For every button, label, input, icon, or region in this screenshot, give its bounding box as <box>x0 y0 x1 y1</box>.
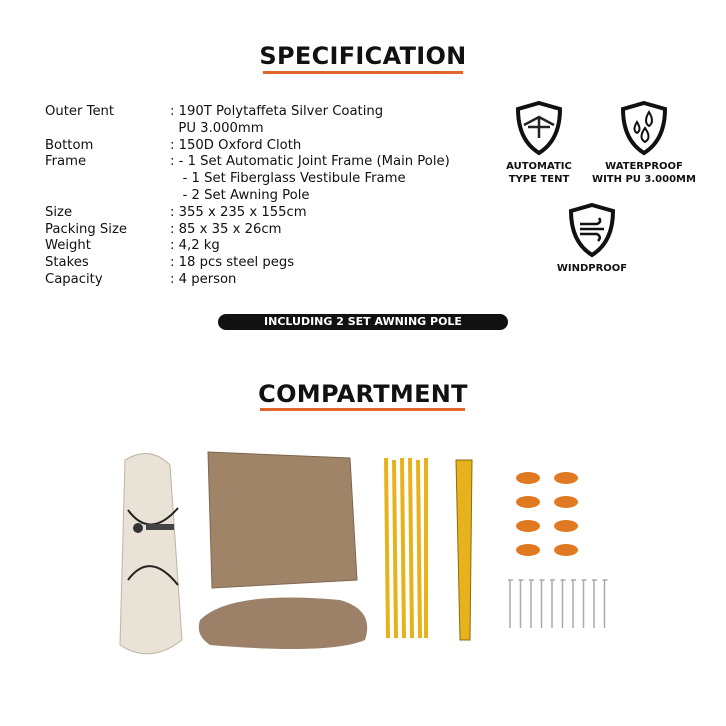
spec-label: Stakes <box>45 255 89 271</box>
feature-label: WATERPROOF <box>605 161 683 172</box>
spec-row <box>45 188 450 205</box>
spec-label <box>45 188 170 205</box>
title-underline <box>260 408 465 411</box>
rope-stake <box>516 544 540 556</box>
steel-peg <box>508 580 513 628</box>
spec-row <box>45 138 450 155</box>
spec-label <box>45 121 170 138</box>
windproof-shield-icon <box>567 202 617 258</box>
spec-value: : - 1 Set Automatic Joint Frame (Main Pole) <box>170 154 450 170</box>
compartment-photo <box>100 440 630 680</box>
spec-label: Capacity <box>45 271 103 287</box>
spec-label: Weight <box>45 238 91 254</box>
rope-stake <box>554 496 578 508</box>
spec-value: PU 3.000mm <box>170 120 264 136</box>
rope-stake <box>516 496 540 508</box>
spec-label: Outer Tent <box>45 104 115 119</box>
steel-peg <box>603 580 608 628</box>
rope-stake <box>516 520 540 532</box>
specification-title: SPECIFICATION <box>259 42 467 70</box>
spec-row <box>45 154 450 171</box>
spec-value: - 2 Set Awning Pole <box>170 187 310 203</box>
feature-label: TYPE TENT <box>508 174 570 185</box>
feature-windproof <box>537 202 647 275</box>
compartment-title: COMPARTMENT <box>258 380 468 408</box>
spec-row <box>45 255 450 272</box>
steel-peg <box>519 580 524 628</box>
feature-label: AUTOMATIC <box>506 161 572 172</box>
feature-waterproof <box>589 100 699 186</box>
spec-row <box>45 171 450 188</box>
spec-row <box>45 205 450 222</box>
fiberglass-pole-image <box>456 460 472 640</box>
spec-value: : 150D Oxford Cloth <box>170 137 302 153</box>
steel-peg <box>582 580 587 628</box>
rope-stake <box>554 544 578 556</box>
feature-automatic <box>484 100 594 186</box>
feature-label: WINDPROOF <box>556 263 628 274</box>
spec-row <box>45 238 450 255</box>
spec-value: - 1 Set Fiberglass Vestibule Frame <box>170 171 406 187</box>
spec-label: Frame <box>45 154 87 170</box>
awning-poles-image <box>386 458 426 638</box>
folded-tent-fabric-image <box>208 452 357 588</box>
steel-peg <box>550 580 555 628</box>
steel-peg <box>592 580 597 628</box>
rope-stakes-image <box>516 472 578 556</box>
rope-stake <box>554 520 578 532</box>
spec-row <box>45 222 450 239</box>
spec-value: : 4,2 kg <box>170 238 220 254</box>
steel-peg <box>571 580 576 628</box>
feature-label: WITH PU 3.000MM <box>592 174 696 185</box>
title-underline <box>263 71 463 74</box>
awning-pole-banner: INCLUDING 2 SET AWNING POLE <box>218 314 508 330</box>
steel-peg <box>529 580 534 628</box>
steel-pegs-image <box>508 580 608 628</box>
spec-value: : 18 pcs steel pegs <box>170 255 295 271</box>
rope-stake <box>554 472 578 484</box>
steel-peg <box>561 580 566 628</box>
spec-label <box>45 171 170 188</box>
waterproof-shield-icon <box>619 100 669 156</box>
automatic-tent-shield-icon <box>514 100 564 156</box>
spec-value: : 190T Polytaffeta Silver Coating <box>170 104 384 119</box>
rolled-bag-image <box>199 598 367 650</box>
spec-value: : 85 x 35 x 26cm <box>170 221 282 237</box>
spec-table <box>45 104 450 289</box>
spec-row <box>45 272 450 289</box>
steel-peg <box>540 580 545 628</box>
rope-stake <box>516 472 540 484</box>
spec-value: : 355 x 235 x 155cm <box>170 204 307 220</box>
spec-label: Size <box>45 204 73 220</box>
spec-row <box>45 121 450 138</box>
spec-label: Bottom <box>45 137 94 153</box>
spec-row <box>45 104 450 121</box>
spec-label: Packing Size <box>45 221 127 237</box>
carry-bag-image <box>120 454 182 654</box>
spec-value: : 4 person <box>170 271 237 287</box>
